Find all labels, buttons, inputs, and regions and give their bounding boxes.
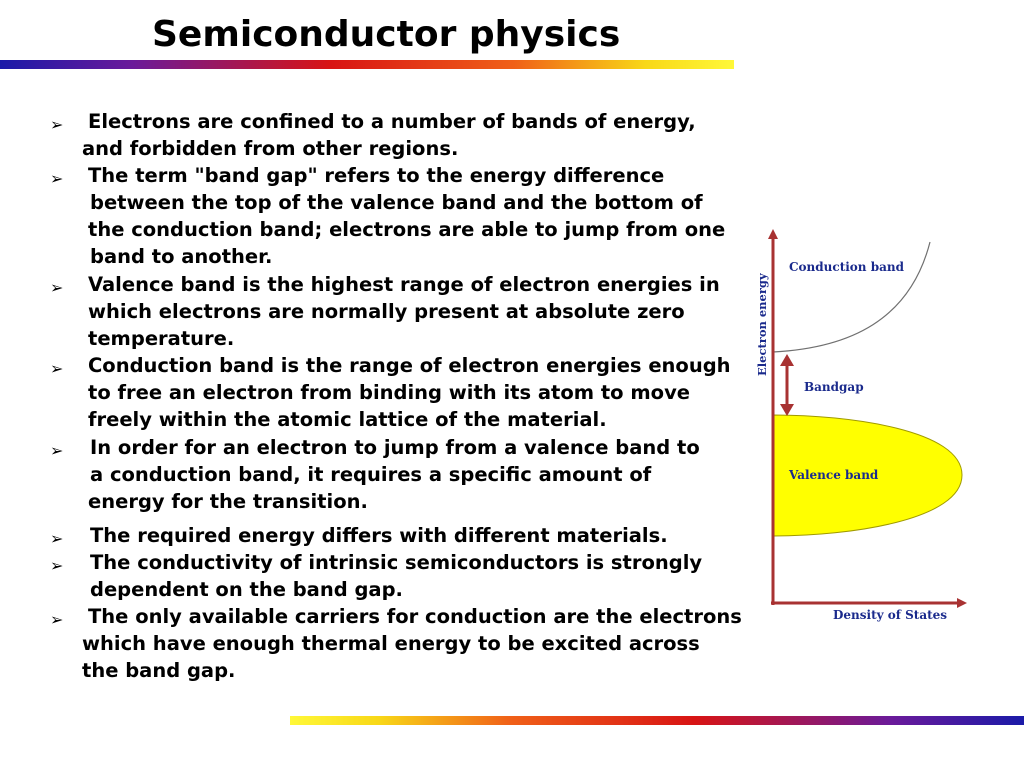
bullet-arrow-icon: ➢: [50, 610, 64, 629]
bullet-5-line-1: In order for an electron to jump from a valence band to: [90, 436, 700, 459]
conduction-band-label: Conduction band: [789, 260, 904, 274]
title-underline-bar: [0, 60, 734, 69]
bullet-4-line-3: freely within the atomic lattice of the material.: [88, 408, 607, 431]
bandgap-label: Bandgap: [804, 380, 864, 394]
footer-bar: [290, 716, 1024, 725]
bullet-2-line-3: the conduction band; electrons are able to jump from one: [88, 218, 726, 241]
bandgap-arrow-bottom-head: [780, 404, 794, 416]
bullet-2-line-4: band to another.: [90, 245, 273, 268]
bullet-8-line-1: The only available carriers for conduction are the electrons: [88, 605, 742, 628]
bullet-2-line-1: The term "band gap" refers to the energy difference: [88, 164, 665, 187]
bullet-arrow-icon: ➢: [50, 359, 64, 378]
bullet-1-line-1: Electrons are confined to a number of bands of energy,: [88, 110, 696, 133]
bullet-arrow-icon: ➢: [50, 529, 64, 548]
bullet-5-line-2: a conduction band, it requires a specific amount of: [90, 463, 652, 486]
bullet-6-line-1: The required energy differs with different materials.: [90, 524, 668, 547]
bullet-5-line-3: energy for the transition.: [88, 490, 368, 513]
bullet-8-line-2: which have enough thermal energy to be excited across: [82, 632, 700, 655]
y-axis-label: Electron energy: [755, 273, 769, 376]
bullet-3-line-1: Valence band is the highest range of electron energies in: [88, 273, 720, 296]
bullet-3-line-3: temperature.: [88, 327, 235, 350]
band-diagram: [740, 220, 980, 630]
valence-band-label: Valence band: [789, 468, 879, 482]
bandgap-arrow-top-head: [780, 354, 794, 366]
conduction-band-curve: [773, 242, 930, 352]
bullet-arrow-icon: ➢: [50, 278, 64, 297]
bullet-3-line-2: which electrons are normally present at absolute zero: [88, 300, 685, 323]
bullet-arrow-icon: ➢: [50, 441, 64, 460]
bullet-7-line-2: dependent on the band gap.: [90, 578, 403, 601]
bullet-7-line-1: The conductivity of intrinsic semiconductors is strongly: [90, 551, 703, 574]
bullet-1-line-2: and forbidden from other regions.: [82, 137, 459, 160]
page-title: Semiconductor physics: [152, 14, 621, 55]
bullet-8-line-3: the band gap.: [82, 659, 236, 682]
x-axis-label: Density of States: [833, 608, 948, 622]
bullet-arrow-icon: ➢: [50, 556, 64, 575]
bullet-2-line-2: between the top of the valence band and the bottom of: [90, 191, 703, 214]
bullet-arrow-icon: ➢: [50, 115, 64, 134]
bullet-arrow-icon: ➢: [50, 169, 64, 188]
bullet-4-line-2: to free an electron from binding with its atom to move: [88, 381, 691, 404]
bullet-4-line-1: Conduction band is the range of electron energies enough: [88, 354, 731, 377]
